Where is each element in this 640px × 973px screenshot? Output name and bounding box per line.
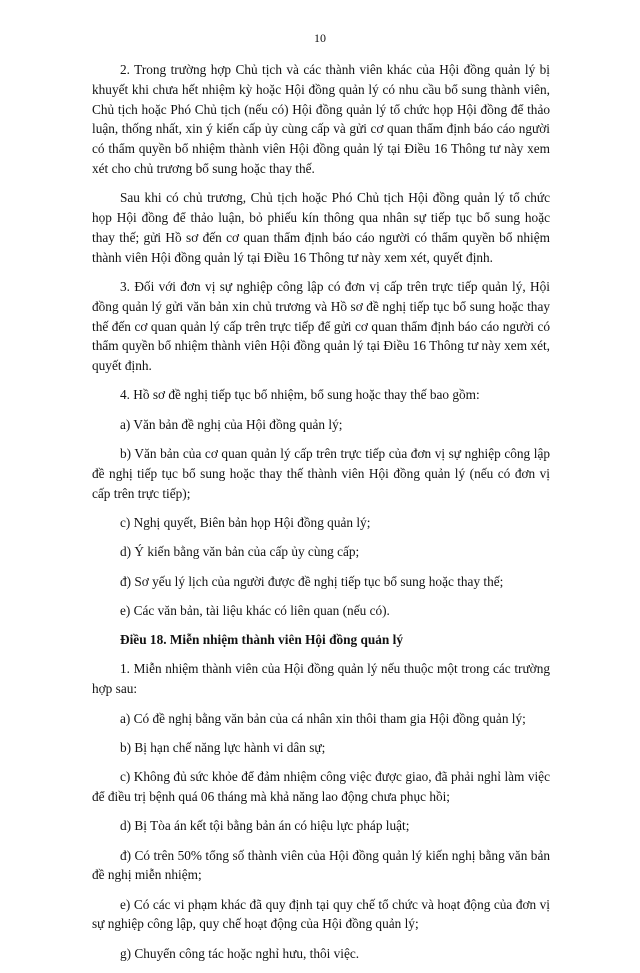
list-item: b) Văn bản của cơ quan quản lý cấp trên trực tiếp của đơn vị sự nghiệp công lập đề nghị tiếp tục bổ sung hoặc thay thế thành viên Hội đồng quản lý (nếu có đơn vị cấp trên trực tiếp);: [92, 446, 550, 501]
document-body: [92, 60, 550, 973]
list-item: c) Không đủ sức khỏe để đảm nhiệm công việc được giao, đã phải nghỉ làm việc để điều trị bệnh quá 06 tháng mà khả năng lao động chưa phục hồi;: [92, 769, 550, 804]
page-number: 10: [314, 31, 326, 45]
paragraph-clause-2: 2. Trong trường hợp Chủ tịch và các thành viên khác của Hội đồng quản lý bị khuyết khi chưa hết nhiệm kỳ hoặc Hội đồng quản lý có nhu cầu bổ sung thành viên, Chủ tịch hoặc Phó Chủ tịch (nếu có) Hội đồng quản lý tổ chức họp Hội đồng để thảo luận, thống nhất, xin ý kiến cấp ủy cùng cấp và gửi cơ quan thẩm định báo cáo người có thẩm quyền bổ nhiệm thành viên Hội đồng quản lý tại Điều 16 Thông tư này xem xét cho chủ trương bổ sung hoặc thay thế.: [92, 62, 550, 176]
list-item: đ) Có trên 50% tổng số thành viên của Hội đồng quản lý kiến nghị bằng văn bản đề nghị miễn nhiệm;: [92, 847, 550, 883]
list-item: d) Ý kiến bằng văn bản của cấp ủy cùng cấp;: [120, 544, 360, 560]
list-item: c) Nghị quyết, Biên bản họp Hội đồng quản lý;: [120, 514, 371, 530]
list-item: g) Chuyển công tác hoặc nghỉ hưu, thôi việc.: [120, 945, 360, 961]
list-item: d) Bị Tòa án kết tội bằng bản án có hiệu lực pháp luật;: [120, 818, 410, 834]
list-item: a) Văn bản đề nghị của Hội đồng quản lý;: [120, 416, 343, 432]
list-item: e) Có các vi phạm khác đã quy định tại quy chế tổ chức và hoạt động của đơn vị sự nghiệp công lập, quy chế hoạt động của Hội đồng quản lý;: [92, 896, 550, 932]
article-18-heading: Điều 18. Miễn nhiệm thành viên Hội đồng quản lý: [120, 632, 403, 648]
paragraph-clause-3: 3. Đối với đơn vị sự nghiệp công lập có đơn vị cấp trên trực tiếp quản lý, Hội đồng quản lý gửi văn bản xin chủ trương và Hồ sơ đề nghị tiếp tục bổ sung hoặc thay thế đến cơ quan quản lý cấp trên trực tiếp để gửi cơ quan thẩm định báo cáo người có thẩm quyền bổ nhiệm thành viên Hội đồng quản lý tại Điều 16 Thông tư này xem xét, quyết định.: [92, 278, 550, 374]
paragraph-after-approval: Sau khi có chủ trương, Chủ tịch hoặc Phó Chủ tịch Hội đồng quản lý tổ chức họp Hội đồng để thảo luận, bỏ phiếu kín thông qua nhân sự tiếp tục bổ sung hoặc thay thế; gửi Hồ sơ đến cơ quan thẩm định báo cáo người có thẩm quyền bổ nhiệm thành viên Hội đồng quản lý tại Điều 16 Thông tư này xem xét, quyết định.: [92, 190, 550, 265]
list-item: e) Các văn bản, tài liệu khác có liên quan (nếu có).: [120, 602, 390, 618]
list-item: đ) Sơ yếu lý lịch của người được đề nghị tiếp tục bổ sung hoặc thay thế;: [120, 573, 504, 589]
paragraph-article-18-clause-1: 1. Miễn nhiệm thành viên của Hội đồng quản lý nếu thuộc một trong các trường hợp sau:: [92, 661, 550, 697]
list-item: a) Có đề nghị bằng văn bản của cá nhân xin thôi tham gia Hội đồng quản lý;: [120, 710, 526, 726]
list-item: b) Bị hạn chế năng lực hành vi dân sự;: [120, 739, 326, 755]
paragraph-clause-4: 4. Hồ sơ đề nghị tiếp tục bổ nhiệm, bổ sung hoặc thay thế bao gồm:: [120, 387, 480, 403]
